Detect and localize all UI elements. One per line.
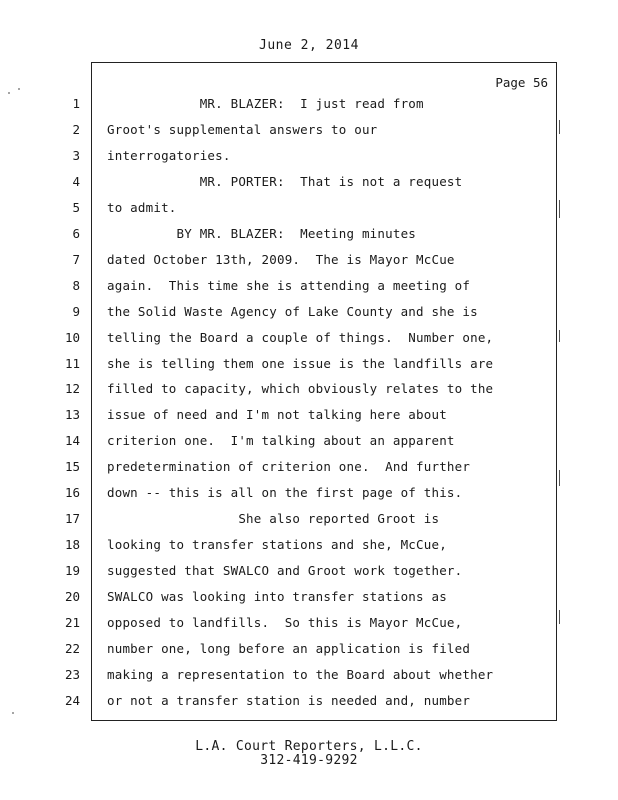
line-number: 2: [72, 122, 80, 137]
line-number: 8: [72, 278, 80, 293]
line-text: making a representation to the Board about whether: [107, 667, 494, 682]
line-number: 7: [72, 252, 80, 267]
line-text: predetermination of criterion one. And further: [107, 459, 471, 474]
line-number: 21: [64, 615, 80, 630]
line-text: She also reported Groot is: [107, 511, 440, 526]
line-text: BY MR. BLAZER: Meeting minutes: [107, 226, 417, 241]
line-number: 13: [64, 407, 80, 422]
line-text: she is telling them one issue is the landfills are: [107, 356, 494, 371]
line-text: issue of need and I'm not talking here about: [107, 407, 447, 422]
line-number: 19: [64, 563, 80, 578]
line-text: number one, long before an application is filed: [107, 641, 471, 656]
line-text: the Solid Waste Agency of Lake County and she is: [107, 304, 478, 319]
scan-speck: [8, 92, 10, 94]
line-number: 9: [72, 304, 80, 319]
line-number: 17: [64, 511, 80, 526]
line-text: filled to capacity, which obviously relates to the: [107, 381, 494, 396]
scan-speck: [18, 88, 20, 90]
scan-edge-mark: [559, 120, 560, 134]
line-number: 6: [72, 226, 80, 241]
line-text: opposed to landfills. So this is Mayor McCue,: [107, 615, 463, 630]
line-text: MR. PORTER: That is not a request: [107, 174, 463, 189]
scan-edge-mark: [559, 200, 560, 218]
line-number: 11: [64, 356, 80, 371]
line-number: 23: [64, 667, 80, 682]
line-text: SWALCO was looking into transfer stations as: [107, 589, 447, 604]
line-number: 22: [64, 641, 80, 656]
line-text: looking to transfer stations and she, McCue,: [107, 537, 447, 552]
line-number: 3: [72, 148, 80, 163]
page-label: Page 56: [495, 75, 548, 90]
scan-edge-mark: [559, 470, 560, 486]
line-text: telling the Board a couple of things. Number one,: [107, 330, 494, 345]
line-number: 1: [72, 96, 80, 111]
line-text: interrogatories.: [107, 148, 231, 163]
header-date: June 2, 2014: [259, 38, 359, 53]
line-number: 16: [64, 485, 80, 500]
scan-edge-mark: [559, 610, 560, 624]
line-number: 12: [64, 381, 80, 396]
scan-edge-mark: [559, 330, 560, 342]
line-number: 5: [72, 200, 80, 215]
line-text: suggested that SWALCO and Groot work together.: [107, 563, 463, 578]
line-number: 14: [64, 433, 80, 448]
line-text: criterion one. I'm talking about an apparent: [107, 433, 455, 448]
footer-phone: 312-419-9292: [260, 753, 358, 768]
line-number: 18: [64, 537, 80, 552]
line-text: to admit.: [107, 200, 177, 215]
line-text: MR. BLAZER: I just read from: [107, 96, 424, 111]
line-text: dated October 13th, 2009. The is Mayor McCue: [107, 252, 455, 267]
line-text: again. This time she is attending a meeting of: [107, 278, 471, 293]
line-number: 10: [64, 330, 80, 345]
line-text: down -- this is all on the first page of this.: [107, 485, 463, 500]
scan-speck: [12, 712, 14, 714]
footer-company: L.A. Court Reporters, L.L.C.: [195, 739, 423, 754]
line-text: Groot's supplemental answers to our: [107, 122, 378, 137]
line-number: 24: [64, 693, 80, 708]
line-number: 15: [64, 459, 80, 474]
line-number: 20: [64, 589, 80, 604]
line-number: 4: [72, 174, 80, 189]
line-text: or not a transfer station is needed and, number: [107, 693, 471, 708]
